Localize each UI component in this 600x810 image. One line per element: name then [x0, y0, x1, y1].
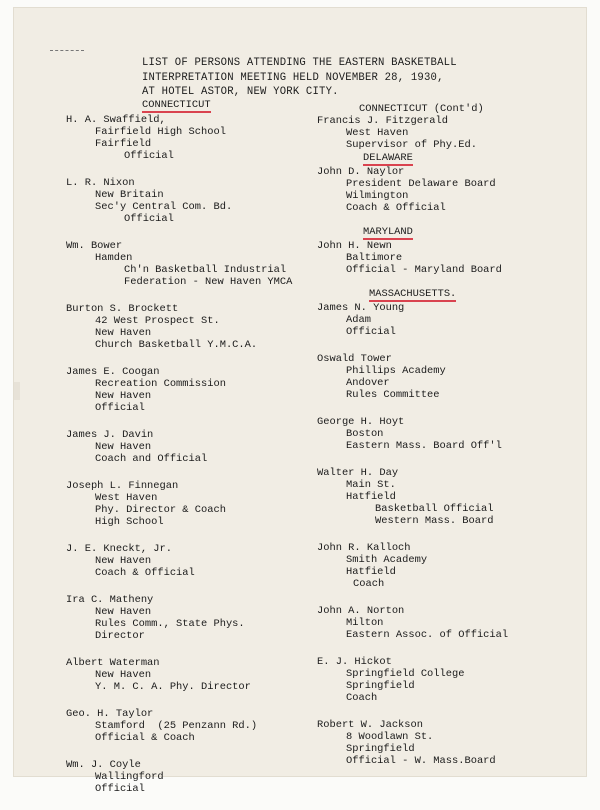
person-detail: Wilmington — [346, 190, 409, 202]
person-detail: Wallingford — [95, 771, 164, 783]
header-line-3: AT HOTEL ASTOR, NEW YORK CITY. — [142, 86, 339, 98]
list-item — [66, 657, 316, 693]
person-name: James E. Coogan — [66, 366, 160, 378]
list-item — [317, 656, 587, 704]
person-detail: Ch'n Basketball Industrial — [124, 264, 287, 276]
person-detail: Y. M. C. A. Phy. Director — [95, 681, 251, 693]
person-detail: Federation - New Haven YMCA — [124, 276, 293, 288]
person-detail: Eastern Mass. Board Off'l — [346, 440, 502, 452]
list-item — [66, 594, 316, 642]
person-detail: Coach & Official — [95, 567, 195, 579]
person-detail: Milton — [346, 617, 384, 629]
person-name: Wm. J. Coyle — [66, 759, 141, 771]
person-detail: Main St. — [346, 479, 396, 491]
person-name: Burton S. Brockett — [66, 303, 179, 315]
person-name: Wm. Bower — [66, 240, 123, 252]
person-detail: Basketball Official — [375, 503, 494, 515]
person-detail: Western Mass. Board — [375, 515, 494, 527]
person-name: John R. Kalloch — [317, 542, 411, 554]
person-detail: New Haven — [95, 555, 152, 567]
person-name: Geo. H. Taylor — [66, 708, 154, 720]
left-column — [66, 99, 316, 810]
person-detail: Andover — [346, 377, 390, 389]
person-name: Joseph L. Finnegan — [66, 480, 179, 492]
person-name: John H. Newn — [317, 240, 392, 252]
person-detail: Coach — [346, 692, 378, 704]
person-name: James N. Young — [317, 302, 405, 314]
person-detail: Rules Comm., State Phys. — [95, 618, 245, 630]
person-detail: Boston — [346, 428, 384, 440]
person-detail: West Haven — [346, 127, 409, 139]
person-detail: New Haven — [95, 606, 152, 618]
person-detail: Springfield College — [346, 668, 465, 680]
person-detail: Director — [95, 630, 145, 642]
person-detail: New Haven — [95, 441, 152, 453]
list-item — [66, 366, 316, 414]
list-item — [317, 353, 587, 401]
person-detail: New Haven — [95, 669, 152, 681]
person-detail: Church Basketball Y.M.C.A. — [95, 339, 258, 351]
list-item — [66, 240, 316, 288]
person-name: E. J. Hickot — [317, 656, 392, 668]
person-detail: Coach and Official — [95, 453, 208, 465]
person-detail: New Haven — [95, 390, 152, 402]
person-name: J. E. Kneckt, Jr. — [66, 543, 173, 555]
header-line-1: LIST OF PERSONS ATTENDING THE EASTERN BASKETBALL — [142, 57, 457, 69]
list-item — [317, 302, 587, 338]
person-detail: Springfield — [346, 680, 415, 692]
list-item — [317, 115, 587, 151]
list-item — [317, 605, 587, 641]
person-detail: Official — [95, 783, 145, 795]
list-item — [317, 719, 587, 767]
person-name: John A. Norton — [317, 605, 405, 617]
person-detail: Hamden — [95, 252, 133, 264]
heading-massachusetts: MASSACHUSETTS. — [369, 288, 457, 300]
list-item — [66, 303, 316, 351]
person-name: James J. Davin — [66, 429, 154, 441]
person-detail: Coach & Official — [346, 202, 446, 214]
person-detail: Official - Maryland Board — [346, 264, 502, 276]
person-detail: Supervisor of Phy.Ed. — [346, 139, 477, 151]
person-name: Albert Waterman — [66, 657, 160, 669]
list-item — [317, 542, 587, 590]
person-name: Ira C. Matheny — [66, 594, 154, 606]
person-detail: Hatfield — [346, 566, 396, 578]
person-detail: Rules Committee — [346, 389, 440, 401]
person-name: Walter H. Day — [317, 467, 399, 479]
list-item — [66, 480, 316, 528]
person-detail: New Britain — [95, 189, 164, 201]
person-detail: New Haven — [95, 327, 152, 339]
person-detail: Phillips Academy — [346, 365, 446, 377]
list-item — [66, 543, 316, 579]
person-role: Official — [124, 150, 174, 162]
person-detail: Springfield — [346, 743, 415, 755]
person-detail: Official - W. Mass.Board — [346, 755, 496, 767]
pencil-mark — [50, 50, 84, 52]
list-item — [317, 467, 587, 527]
list-item — [317, 166, 587, 214]
person-role: Official — [124, 213, 174, 225]
person-detail: Sec'y Central Com. Bd. — [95, 201, 233, 213]
list-item — [317, 416, 587, 452]
person-detail: Smith Academy — [346, 554, 428, 566]
person-detail: Fairfield High School — [95, 126, 226, 138]
person-detail: Adam — [346, 314, 371, 326]
list-item — [317, 240, 587, 276]
person-detail: Official — [95, 402, 145, 414]
document-header — [142, 56, 457, 100]
person-detail: Official — [346, 326, 396, 338]
list-item — [66, 708, 316, 744]
person-detail: Baltimore — [346, 252, 403, 264]
list-item — [66, 177, 316, 225]
person-name: H. A. Swaffield, — [66, 114, 166, 126]
right-column — [317, 103, 587, 782]
person-detail: President Delaware Board — [346, 178, 496, 190]
person-name: Robert W. Jackson — [317, 719, 424, 731]
header-line-2: INTERPRETATION MEETING HELD NOVEMBER 28, 1930, — [142, 71, 444, 84]
person-name: L. R. Nixon — [66, 177, 135, 189]
heading-connecticut: CONNECTICUT — [142, 99, 211, 111]
list-item — [66, 759, 316, 795]
person-name: John D. Naylor — [317, 166, 405, 178]
person-detail: Phy. Director & Coach — [95, 504, 226, 516]
heading-connecticut-contd: CONNECTICUT (Cont'd) — [359, 103, 484, 115]
heading-maryland: MARYLAND — [363, 226, 413, 238]
person-detail: Stamford (25 Penzann Rd.) — [95, 720, 258, 732]
person-detail: Official & Coach — [95, 732, 195, 744]
person-name: Oswald Tower — [317, 353, 392, 365]
list-item — [66, 114, 316, 162]
page-shadow — [14, 382, 20, 400]
person-detail: 42 West Prospect St. — [95, 315, 220, 327]
person-detail: High School — [95, 516, 164, 528]
heading-delaware: DELAWARE — [363, 152, 413, 164]
person-detail: Coach — [353, 578, 385, 590]
person-name: Francis J. Fitzgerald — [317, 115, 448, 127]
person-detail: 8 Woodlawn St. — [346, 731, 434, 743]
list-item — [66, 429, 316, 465]
person-name: George H. Hoyt — [317, 416, 405, 428]
person-detail: Recreation Commission — [95, 378, 226, 390]
person-detail: Fairfield — [95, 138, 152, 150]
person-detail: Hatfield — [346, 491, 396, 503]
person-detail: Eastern Assoc. of Official — [346, 629, 509, 641]
person-detail: West Haven — [95, 492, 158, 504]
